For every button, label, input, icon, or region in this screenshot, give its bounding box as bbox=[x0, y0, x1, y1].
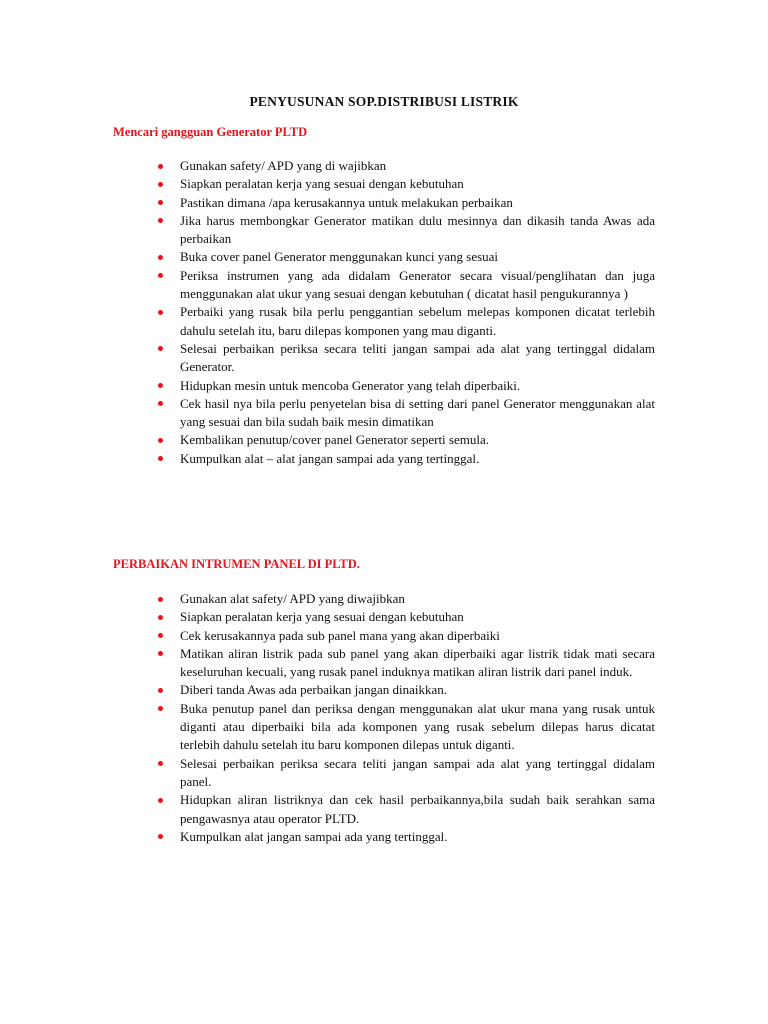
list-item: Hidupkan mesin untuk mencoba Generator yang telah diperbaiki. bbox=[156, 377, 655, 395]
list-item: Periksa instrumen yang ada didalam Generator secara visual/penglihatan dan juga menggunakan alat ukur yang sesuai dengan kebutuhan ( dicatat hasil pengukurannya ) bbox=[156, 267, 655, 304]
list-item: Buka penutup panel dan periksa dengan menggunakan alat ukur mana yang rusak untuk diganti atau diperbaiki bila ada komponen yang rusak sebelum dilepas harus dicatat terlebih dahulu setelah itu baru komponen dilepas untuk diganti. bbox=[156, 700, 655, 755]
list-item: Jika harus membongkar Generator matikan dulu mesinnya dan dikasih tanda Awas ada perbaikan bbox=[156, 212, 655, 249]
procedure-list-instrument-panel bbox=[156, 590, 655, 846]
list-item: Pastikan dimana /apa kerusakannya untuk melakukan perbaikan bbox=[156, 194, 655, 212]
list-item: Kumpulkan alat jangan sampai ada yang tertinggal. bbox=[156, 828, 655, 846]
list-item: Hidupkan aliran listriknya dan cek hasil perbaikannya,bila sudah baik serahkan sama pengawasnya atau operator PLTD. bbox=[156, 791, 655, 828]
list-item: Siapkan peralatan kerja yang sesuai dengan kebutuhan bbox=[156, 608, 655, 626]
list-item: Cek hasil nya bila perlu penyetelan bisa di setting dari panel Generator menggunakan alat yang sesuai dan bila sudah baik mesin dimatikan bbox=[156, 395, 655, 432]
document-title: PENYUSUNAN SOP.DISTRIBUSI LISTRIK bbox=[249, 94, 519, 109]
list-item: Siapkan peralatan kerja yang sesuai dengan kebutuhan bbox=[156, 175, 655, 193]
list-item: Cek kerusakannya pada sub panel mana yang akan diperbaiki bbox=[156, 627, 655, 645]
list-item: Buka cover panel Generator menggunakan kunci yang sesuai bbox=[156, 248, 655, 266]
list-item: Matikan aliran listrik pada sub panel yang akan diperbaiki agar listrik tidak mati secara keseluruhan kecuali, yang rusak panel induknya matikan aliran listrik dari panel induk. bbox=[156, 645, 655, 682]
section-heading-generator: Mencari gangguan Generator PLTD bbox=[113, 125, 308, 139]
section-heading-instrument-panel: PERBAIKAN INTRUMEN PANEL DI PLTD. bbox=[113, 557, 360, 571]
list-item: Kembalikan penutup/cover panel Generator seperti semula. bbox=[156, 431, 655, 449]
list-item: Perbaiki yang rusak bila perlu penggantian sebelum melepas komponen dicatat terlebih dahulu setelah itu, baru dilepas komponen yang mau diganti. bbox=[156, 303, 655, 340]
procedure-list-generator bbox=[156, 157, 655, 468]
list-item: Gunakan alat safety/ APD yang diwajibkan bbox=[156, 590, 655, 608]
list-item: Gunakan safety/ APD yang di wajibkan bbox=[156, 157, 655, 175]
list-item: Diberi tanda Awas ada perbaikan jangan dinaikkan. bbox=[156, 681, 655, 699]
list-item: Selesai perbaikan periksa secara teliti jangan sampai ada alat yang tertinggal didalam panel. bbox=[156, 755, 655, 792]
list-item: Selesai perbaikan periksa secara teliti jangan sampai ada alat yang tertinggal didalam Generator. bbox=[156, 340, 655, 377]
list-item: Kumpulkan alat – alat jangan sampai ada yang tertinggal. bbox=[156, 450, 655, 468]
